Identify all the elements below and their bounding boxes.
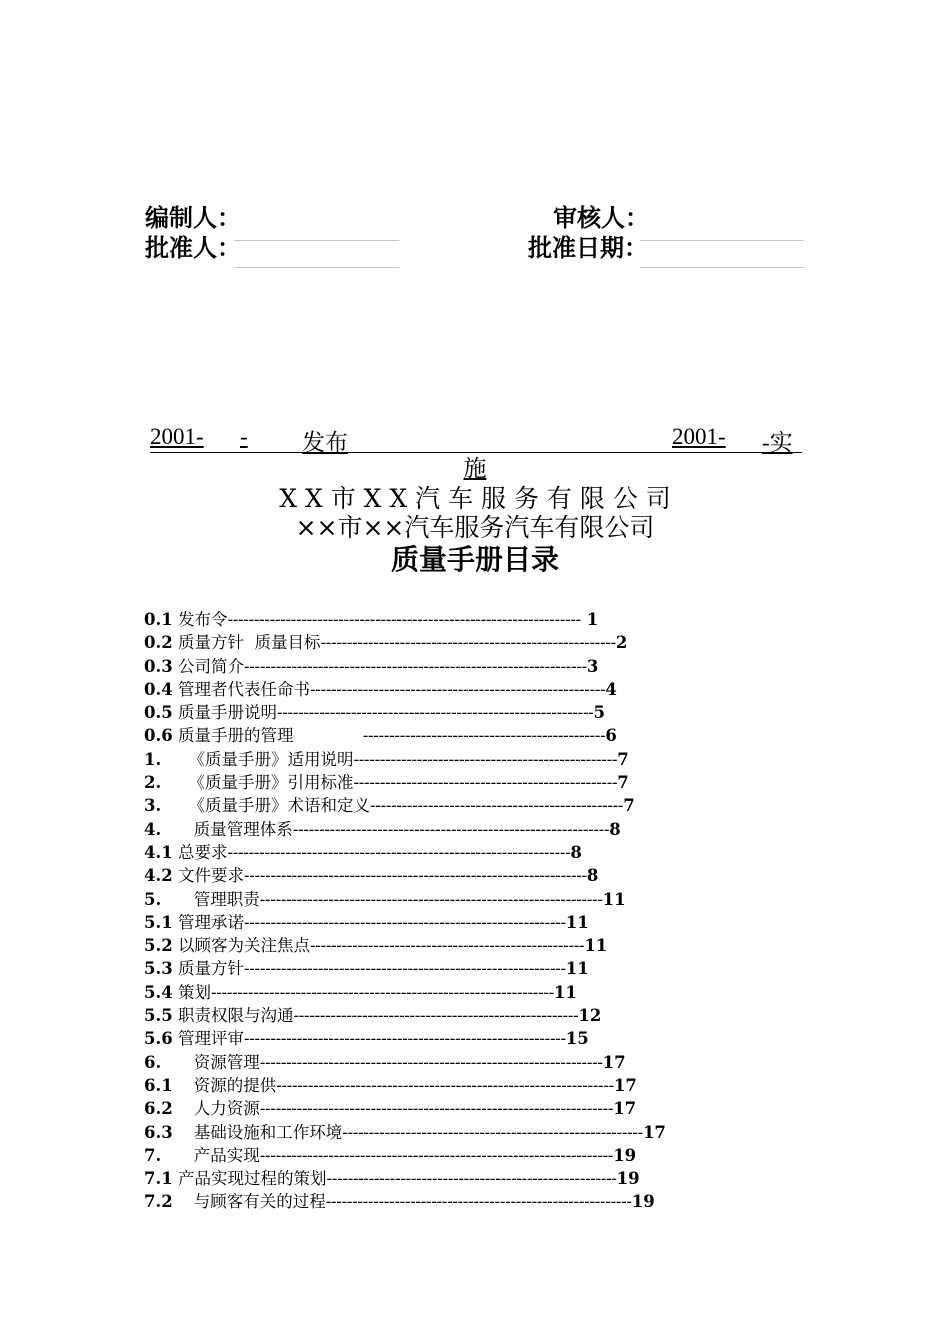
toc-item-leader: ------------------------------------------------------ xyxy=(293,1006,579,1026)
toc-item-number: 0.4 xyxy=(144,679,173,699)
toc-item-leader: ------------------------------------------------------------- xyxy=(244,912,566,932)
toc-item-leader: ------------------------------------------------------------- xyxy=(244,959,566,979)
toc-item-title: 质量管理体系 xyxy=(178,819,293,839)
toc-title: 质量手册目录 xyxy=(390,543,559,576)
toc-item[interactable] xyxy=(144,957,764,980)
toc-item-title: 《质量手册》引用标准 xyxy=(178,773,354,793)
toc-item[interactable] xyxy=(144,1121,764,1144)
toc-item-title: 基础设施和工作环境 xyxy=(178,1122,343,1142)
toc-item-number: 3. xyxy=(144,796,162,816)
toc-item[interactable] xyxy=(144,1097,764,1120)
toc-item-page: 19 xyxy=(616,1169,640,1189)
toc-item-title: 管理评审 xyxy=(178,1029,244,1049)
toc-item[interactable] xyxy=(144,1027,764,1050)
toc-item-title: 公司简介 xyxy=(178,656,244,676)
toc-item-number: 0.2 xyxy=(144,633,173,653)
toc-item-number: 0.5 xyxy=(144,703,173,723)
toc-item-page: 8 xyxy=(570,842,582,862)
toc-item[interactable] xyxy=(144,818,764,841)
toc-item-title: 策划 xyxy=(178,982,211,1002)
toc-item[interactable] xyxy=(144,841,764,864)
toc-item-leader: ------------------------------------------------------------------- xyxy=(227,610,581,629)
toc-item-number: 4. xyxy=(144,819,162,839)
approver-input-line[interactable] xyxy=(234,240,399,268)
toc-item-number: 0.1 xyxy=(144,610,173,629)
effective-tail: 施 xyxy=(463,456,487,482)
toc-item-title: 资源管理 xyxy=(178,1052,260,1072)
toc-item[interactable] xyxy=(144,888,764,911)
toc-item[interactable] xyxy=(144,794,764,817)
toc-item-page: 19 xyxy=(613,1145,637,1165)
toc-item[interactable] xyxy=(144,771,764,794)
toc-item-page: 7 xyxy=(617,749,629,769)
toc-item-page: 15 xyxy=(565,1029,589,1049)
toc-item-leader: ---------------------------------------------- xyxy=(293,726,606,746)
toc-item-title: 管理者代表任命书 xyxy=(178,679,310,699)
toc-item-leader: ---------------------------------------------------- xyxy=(310,936,585,956)
company-name-spaced: X X 市 X X 汽 车 服 务 有 限 公 司 xyxy=(279,484,671,513)
toc-item[interactable] xyxy=(144,748,764,771)
toc-item-title: 文件要求 xyxy=(178,866,244,886)
toc-item-number: 5.3 xyxy=(144,959,173,979)
toc-item-leader: ----------------------------------------------------------------- xyxy=(259,1052,603,1072)
toc-item[interactable] xyxy=(144,655,764,678)
effective-label: -实 xyxy=(762,430,793,455)
toc-item-page: 3 xyxy=(586,656,599,676)
toc-item-title: 与顾客有关的过程 xyxy=(178,1192,326,1212)
toc-item-number: 6.3 xyxy=(144,1122,173,1142)
toc-item-title: 资源的提供 xyxy=(178,1075,277,1095)
toc-item-leader: ------------------------------------------------------------ xyxy=(292,819,610,839)
issue-year: 2001- xyxy=(150,424,204,449)
effective-year: 2001- xyxy=(672,424,726,449)
toc-item-number: 7. xyxy=(144,1145,162,1165)
toc-item[interactable] xyxy=(144,911,764,934)
toc-item-leader: ---------------------------------------------------------- xyxy=(325,1192,632,1212)
toc-item[interactable] xyxy=(144,1167,764,1190)
toc-item-page: 1 xyxy=(580,610,599,629)
toc-item-page: 17 xyxy=(613,1075,637,1095)
toc-item-page: 17 xyxy=(642,1122,666,1142)
toc-item-page: 4 xyxy=(605,679,617,699)
toc-item-number: 6. xyxy=(144,1052,162,1072)
toc-item[interactable] xyxy=(144,678,764,701)
toc-item-number: 5.5 xyxy=(144,1006,173,1026)
toc-item-title: 以顾客为关注焦点 xyxy=(178,936,310,956)
toc-item-title: 总要求 xyxy=(178,842,228,862)
toc-item[interactable] xyxy=(144,631,764,654)
toc-item[interactable] xyxy=(144,1004,764,1027)
toc-item-leader: ------------------------------------------------------------- xyxy=(244,1029,566,1049)
issue-label: 发布 xyxy=(302,430,348,455)
toc-item-leader: -------------------------------------------------- xyxy=(353,749,618,769)
issue-separator: - xyxy=(240,424,248,449)
approval-date-input-line[interactable] xyxy=(640,240,804,268)
toc-item-number: 5.6 xyxy=(144,1029,173,1049)
toc-item-leader: ----------------------------------------------------------------- xyxy=(244,866,587,886)
toc-item-title: 产品实现过程的策划 xyxy=(178,1169,327,1189)
reviewer-label: 审核人： xyxy=(553,203,649,232)
toc-item-leader: ------------------------------------------------------- xyxy=(326,1169,617,1189)
toc-item-title: 发布令 xyxy=(178,610,228,629)
toc-item-page: 2 xyxy=(615,633,628,653)
toc-item[interactable] xyxy=(144,701,764,724)
toc-item-number: 6.2 xyxy=(144,1099,173,1119)
toc-item-number: 0.3 xyxy=(144,656,173,676)
toc-item-number: 7.1 xyxy=(144,1169,173,1189)
toc-item-number: 1. xyxy=(144,749,162,769)
toc-item-leader: ------------------------------------------------------------ xyxy=(277,703,594,723)
toc-item-page: 8 xyxy=(586,866,599,886)
toc-item-page: 11 xyxy=(584,936,608,956)
toc-item[interactable] xyxy=(144,724,764,747)
approval-date-label: 批准日期： xyxy=(528,233,648,262)
approver-label: 批准人： xyxy=(145,233,241,262)
toc-item-leader: --------------------------------------------------------- xyxy=(342,1122,643,1142)
toc-item-page: 19 xyxy=(631,1192,655,1212)
toc-item-number: 4.2 xyxy=(144,866,173,886)
toc-item-page: 17 xyxy=(602,1052,626,1072)
toc-item-number: 5. xyxy=(144,889,162,909)
toc-item-leader: ------------------------------------------------ xyxy=(370,796,624,816)
toc-item[interactable] xyxy=(144,1144,764,1167)
toc-item-title: 质量手册说明 xyxy=(178,703,277,723)
toc-item-page: 6 xyxy=(605,726,617,746)
toc-item-page: 11 xyxy=(565,912,589,932)
toc-item-number: 5.1 xyxy=(144,912,173,932)
toc-item-title: 管理承诺 xyxy=(178,912,244,932)
toc-item-title: 质量方针 质量目标 xyxy=(178,633,321,653)
toc-item[interactable] xyxy=(144,608,764,631)
company-name: ××市××汽车服务汽车有限公司 xyxy=(295,513,655,542)
toc-item[interactable] xyxy=(144,1074,764,1097)
toc-item-title: 职责权限与沟通 xyxy=(178,1006,294,1026)
toc-item-page: 11 xyxy=(602,889,626,909)
toc-item-page: 17 xyxy=(613,1099,637,1119)
toc-item-title: 质量方针 xyxy=(178,959,244,979)
toc-item-leader: ------------------------------------------------------------------- xyxy=(259,1145,614,1165)
compiler-label: 编制人： xyxy=(145,203,241,232)
toc-item-number: 6.1 xyxy=(144,1075,173,1095)
toc-item-leader: -------------------------------------------------- xyxy=(353,773,618,793)
toc-item-leader: ----------------------------------------------------------------- xyxy=(244,656,587,676)
toc-item-page: 12 xyxy=(578,1006,602,1026)
toc-item-title: 人力资源 xyxy=(178,1099,260,1119)
toc-item-number: 7.2 xyxy=(144,1192,173,1212)
toc-item-title: 《质量手册》术语和定义 xyxy=(178,796,370,816)
toc-item[interactable] xyxy=(144,1051,764,1074)
toc-item-number: 5.4 xyxy=(144,982,173,1002)
toc-item-page: 11 xyxy=(565,959,589,979)
toc-item-leader: ------------------------------------------------------------------- xyxy=(259,1099,614,1119)
toc-item-leader: ----------------------------------------------------------------- xyxy=(211,982,554,1002)
toc-item-page: 7 xyxy=(617,773,629,793)
toc-item[interactable] xyxy=(144,981,764,1004)
toc-item-title: 管理职责 xyxy=(178,889,260,909)
toc-item-page: 11 xyxy=(553,982,577,1002)
toc-item-leader: ----------------------------------------------------------------- xyxy=(259,889,603,909)
toc-item-title: 《质量手册》适用说明 xyxy=(178,749,354,769)
table-of-contents xyxy=(144,608,764,1214)
publication-underline xyxy=(150,452,802,453)
toc-item-leader: -------------------------------------------------------- xyxy=(320,633,616,653)
toc-item-leader: ----------------------------------------------------------------- xyxy=(227,842,571,862)
toc-item-number: 4.1 xyxy=(144,842,173,862)
toc-item[interactable] xyxy=(144,864,764,887)
toc-item-title: 质量手册的管理 xyxy=(178,726,294,746)
toc-item[interactable] xyxy=(144,934,764,957)
toc-item-number: 2. xyxy=(144,773,162,793)
toc-item-leader: -------------------------------------------------------- xyxy=(310,679,606,699)
toc-item-page: 7 xyxy=(623,796,635,816)
toc-item[interactable] xyxy=(144,1190,764,1213)
toc-item-page: 8 xyxy=(609,819,621,839)
toc-item-leader: ---------------------------------------------------------------- xyxy=(276,1075,614,1095)
toc-item-page: 5 xyxy=(593,703,605,723)
toc-item-number: 0.6 xyxy=(144,726,173,746)
toc-item-title: 产品实现 xyxy=(178,1145,260,1165)
toc-item-number: 5.2 xyxy=(144,936,173,956)
